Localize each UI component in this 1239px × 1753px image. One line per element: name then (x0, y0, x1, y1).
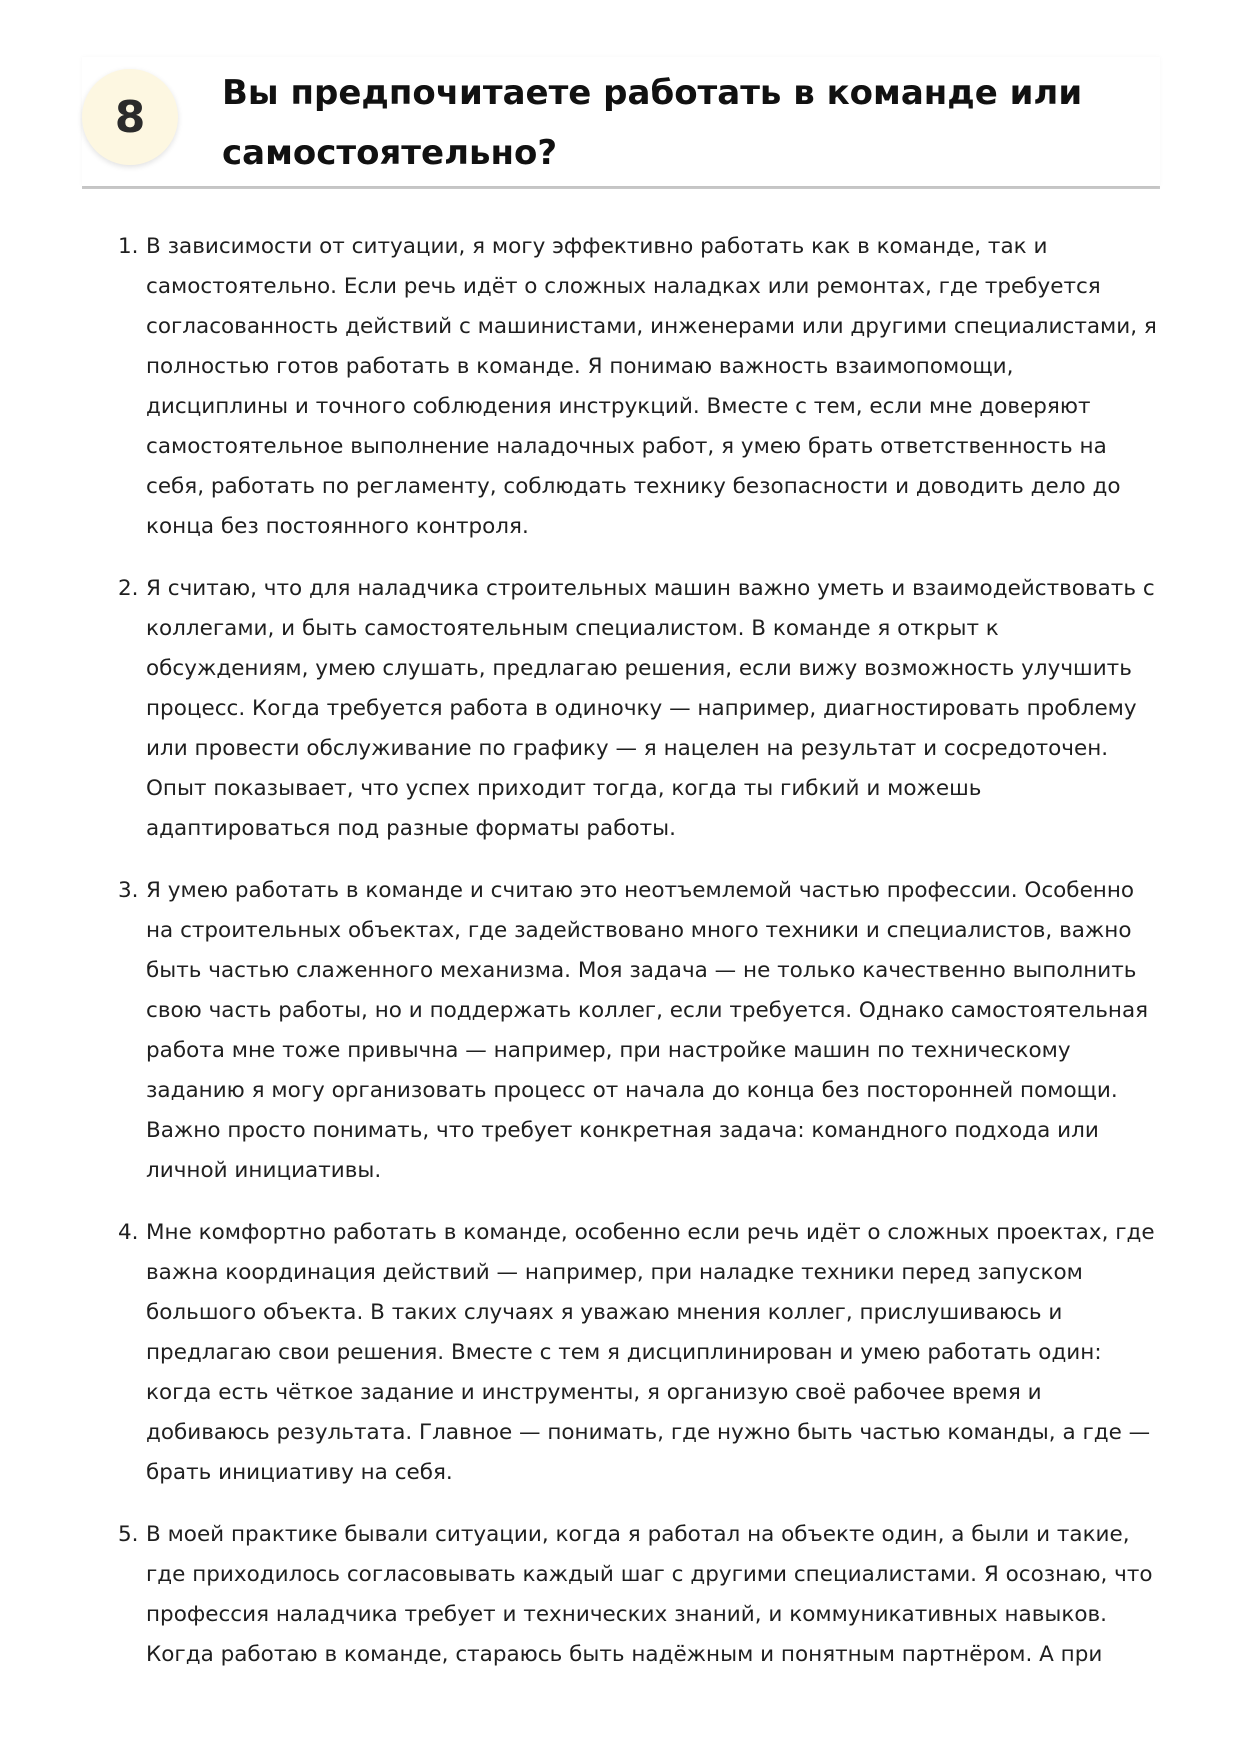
question-header (82, 57, 1160, 189)
answer-text: В моей практике бывали ситуации, когда я работал на объекте один, а были и такие, где приходилось согласовывать каждый шаг с другими специалистами. Я осознаю, что профессия наладчика требует и технических знаний, и коммуникативных навыков. Когда работаю в команде, стараюсь быть надёжным и понятным партнёром. А при (146, 1522, 1153, 1667)
answer-number: 1. (118, 234, 139, 259)
answer-item (110, 569, 1160, 849)
answer-text: Я умею работать в команде и считаю это неотъемлемой частью профессии. Особенно на строительных объектах, где задействовано много техники и специалистов, важно быть частью слаженного механизма. Моя задача — не только качественно выполнить свою часть работы, но и поддержать коллег, если требуется. Однако самостоятельная работа мне тоже привычна — например, при настройке машин по техническому заданию я могу организовать процесс от начала до конца без посторонней помощи. Важно просто понимать, что требует конкретная задача: командного подхода или личной инициативы. (146, 878, 1149, 1183)
answer-number: 3. (118, 878, 139, 903)
question-title: Вы предпочитаете работать в команде или самостоятельно? (222, 73, 1083, 173)
answer-number: 2. (118, 576, 139, 601)
answer-number: 5. (118, 1522, 139, 1547)
answer-item (110, 227, 1160, 547)
answer-text: Мне комфортно работать в команде, особенно если речь идёт о сложных проектах, где важна координация действий — например, при наладке техники перед запуском большого объекта. В таких случаях я уважаю мнения коллег, прислушиваюсь и предлагаю свои решения. Вместе с тем я дисциплинирован и умею работать один: когда есть чёткое задание и инструменты, я организую своё рабочее время и добиваюсь результата. Главное — понимать, где нужно быть частью команды, а где — брать инициативу на себя. (146, 1220, 1155, 1485)
answer-text: Я считаю, что для наладчика строительных машин важно уметь и взаимодействовать с коллегами, и быть самостоятельным специалистом. В команде я открыт к обсуждениям, умею слушать, предлагаю решения, если вижу возможность улучшить процесс. Когда требуется работа в одиночку — например, диагностировать проблему или провести обслуживание по графику — я нацелен на результат и сосредоточен. Опыт показывает, что успех приходит тогда, когда ты гибкий и можешь адаптироваться под разные форматы работы. (146, 576, 1155, 841)
answer-item (110, 1213, 1160, 1493)
answer-item (110, 871, 1160, 1191)
answer-text: В зависимости от ситуации, я могу эффективно работать как в команде, так и самостоятельно. Если речь идёт о сложных наладках или ремонтах, где требуется согласованность действий с машинистами, инженерами или другими специалистами, я полностью готов работать в команде. Я понимаю важность взаимопомощи, дисциплины и точного соблюдения инструкций. Вместе с тем, если мне доверяют самостоятельное выполнение наладочных работ, я умею брать ответственность на себя, работать по регламенту, соблюдать технику безопасности и доводить дело до конца без постоянного контроля. (146, 234, 1157, 539)
answer-item (110, 1515, 1160, 1675)
answer-number: 4. (118, 1220, 139, 1245)
answers-list (110, 227, 1160, 1697)
question-number-badge: 8 (82, 69, 178, 165)
